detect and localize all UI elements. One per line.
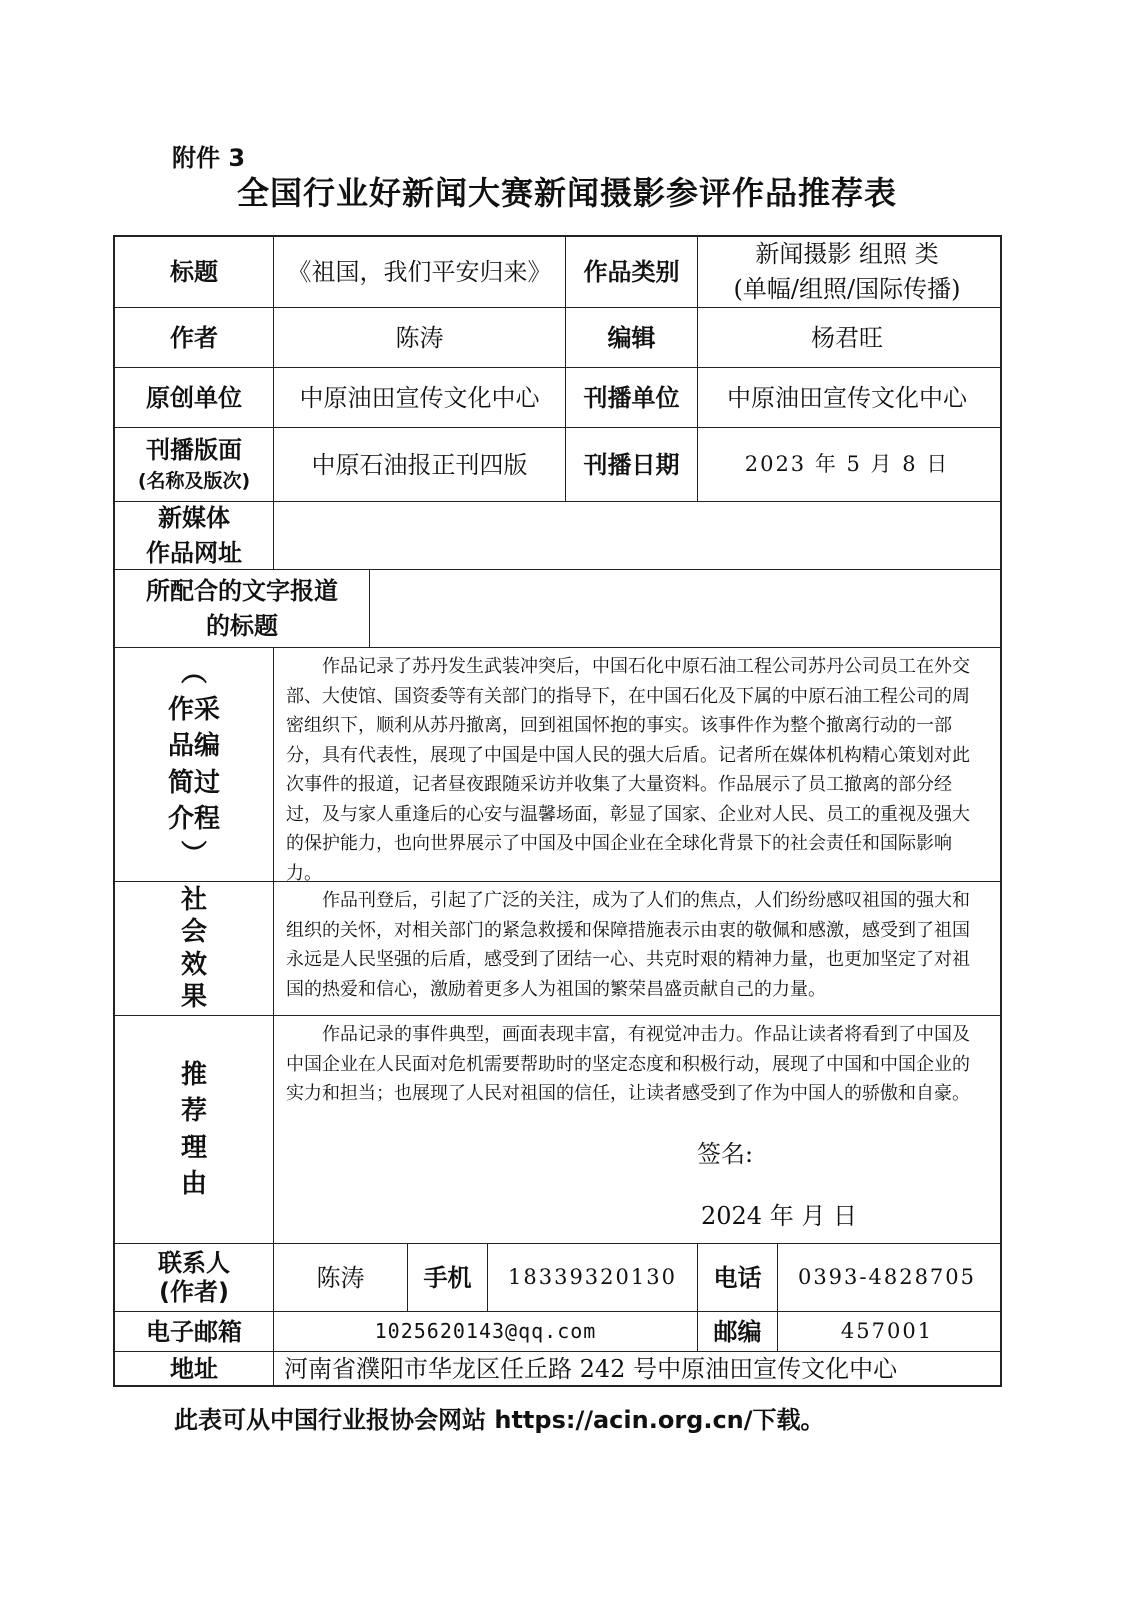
email-value: 1025620143@qq.com <box>273 1312 697 1351</box>
row-new-media-url <box>115 501 1000 569</box>
effect-text: 作品刊登后，引起了广泛的关注，成为了人们的焦点，人们纷纷感叹祖国的强大和组织的关怀，对相关部门的紧急救援和保障措施表示由衷的敬佩和感激，感受到了祖国永远是人民坚强的后盾，感受到了团结一心、共克时艰的精神力量，也更加坚定了对祖国的热爱和信心，激励着更多人为祖国的繁荣昌盛贡献自己的力量。 <box>273 882 996 1015</box>
url-value <box>273 502 996 569</box>
attachment-label: 附件 3 <box>172 144 246 172</box>
intro-text: 作品记录了苏丹发生武装冲突后，中国石化中原石油工程公司苏丹公司员工在外交部、大使馆、国资委等有关部门的指导下，在中国石化及下属的中原石油工程公司的周密组织下，顺利从苏丹撤离，回到祖国怀抱的事实。该事件作为整个撤离行动的一部分，具有代表性，展现了中国是中国人民的强大后盾。记者所在媒体机构精心策划对此次事件的报道，记者昼夜跟随采访并收集了大量资料。作品展示了员工撤离的部分经过，及与家人重逢后的心安与温馨场面，彰显了国家、企业对人民、员工的重视及强大的保护能力，也向世界展示了中国及中国企业在全球化背景下的社会责任和国际影响力。 <box>273 648 996 881</box>
postcode-label: 邮编 <box>697 1312 777 1351</box>
form-title: 全国行业好新闻大赛新闻摄影参评作品推荐表 <box>236 174 897 212</box>
contact-label <box>115 1244 273 1311</box>
date-label: 刊播日期 <box>565 428 697 501</box>
category-value <box>697 237 996 307</box>
address-value: 河南省濮阳市华龙区任丘路 242 号中原油田宣传文化中心 <box>273 1352 996 1385</box>
signature-label: 签名: <box>697 1140 754 1168</box>
row-title <box>115 237 1000 307</box>
related-label-line2: 的标题 <box>206 611 278 640</box>
reason-label-char: 理 <box>180 1132 207 1163</box>
origin-label: 原创单位 <box>146 383 242 412</box>
row-email <box>115 1311 1000 1351</box>
intro-label-char: 作采 <box>167 694 220 725</box>
row-contact <box>115 1243 1000 1311</box>
mobile-value: 18339320130 <box>487 1244 697 1311</box>
footer-note: 此表可从中国行业报协会网站 https://acin.org.cn/下载。 <box>174 1406 825 1434</box>
row-reason <box>115 1015 1000 1243</box>
related-value <box>369 570 996 647</box>
author-label: 作者 <box>170 323 218 352</box>
publisher-label: 刊播单位 <box>565 368 697 427</box>
author-value: 陈涛 <box>273 308 565 367</box>
row-layout <box>115 427 1000 501</box>
intro-label-chars <box>168 655 220 873</box>
layout-label-line1: 刊播版面 <box>146 436 242 465</box>
layout-label-line2: (名称及版次) <box>137 470 251 493</box>
url-label-line2: 作品网址 <box>146 538 242 567</box>
recommendation-form <box>113 235 1002 1387</box>
related-label <box>115 570 369 647</box>
editor-label: 编辑 <box>565 308 697 367</box>
url-label-line1: 新媒体 <box>158 503 230 532</box>
reason-label-char: 由 <box>180 1168 207 1199</box>
reason-text: 作品记录的事件典型，画面表现丰富，有视觉冲击力。作品让读者将看到了中国及中国企业在人民面对危机需要帮助时的坚定态度和积极行动，展现了中国和中国企业的实力和担当；也展现了人民对祖国的信任，让读者感受到了作为中国人的骄傲和自豪。 <box>273 1016 996 1243</box>
url-label <box>115 502 273 569</box>
row-address <box>115 1351 1000 1385</box>
layout-value: 中原石油报正刊四版 <box>273 428 565 501</box>
title-label: 标题 <box>170 258 218 286</box>
effect-label <box>115 882 273 1015</box>
date-value: 2023 年 5 月 8 日 <box>697 428 996 501</box>
effect-label-char: 社 <box>180 884 207 915</box>
related-label-line1: 所配合的文字报道 <box>146 576 338 605</box>
reason-label-char: 荐 <box>180 1096 207 1127</box>
category-value-line2: (单幅/组照/国际传播) <box>733 275 961 303</box>
address-label: 地址 <box>170 1354 218 1383</box>
contact-label-line1: 联系人 <box>158 1248 230 1277</box>
intro-label-char: 介程 <box>167 803 220 834</box>
effect-label-char: 会 <box>180 917 207 947</box>
intro-label-char: 简过 <box>167 767 220 798</box>
row-author <box>115 307 1000 367</box>
publisher-value: 中原油田宣传文化中心 <box>697 368 996 427</box>
origin-value: 中原油田宣传文化中心 <box>273 368 565 427</box>
contact-label-line2: (作者) <box>159 1277 229 1306</box>
editor-value: 杨君旺 <box>697 308 996 367</box>
intro-label-char: ︶ <box>180 840 207 871</box>
row-related-report <box>115 569 1000 647</box>
row-intro <box>115 647 1000 884</box>
effect-label-char: 效 <box>180 949 207 980</box>
reason-label <box>115 1016 273 1243</box>
category-value-line1: 新闻摄影 组照 类 <box>755 240 939 269</box>
effect-label-char: 果 <box>180 982 207 1012</box>
phone-value: 0393-4828705 <box>777 1244 996 1311</box>
layout-label <box>115 428 273 501</box>
reason-label-chars <box>181 1057 207 1203</box>
phone-label: 电话 <box>697 1244 777 1311</box>
intro-label-char: ︵ <box>180 658 207 689</box>
effect-label-chars <box>181 884 207 1014</box>
row-origin <box>115 367 1000 427</box>
category-label: 作品类别 <box>565 237 697 307</box>
postcode-value: 457001 <box>777 1312 996 1351</box>
signature-date: 2024 年 月 日 <box>701 1202 857 1230</box>
contact-value: 陈涛 <box>273 1244 407 1311</box>
title-value: 《祖国，我们平安归来》 <box>273 237 565 307</box>
row-social-effect <box>115 881 1000 1015</box>
intro-label <box>115 648 273 881</box>
intro-label-char: 品编 <box>167 731 220 762</box>
reason-label-char: 推 <box>180 1059 207 1090</box>
email-label: 电子邮箱 <box>146 1317 242 1346</box>
mobile-label: 手机 <box>407 1244 487 1311</box>
